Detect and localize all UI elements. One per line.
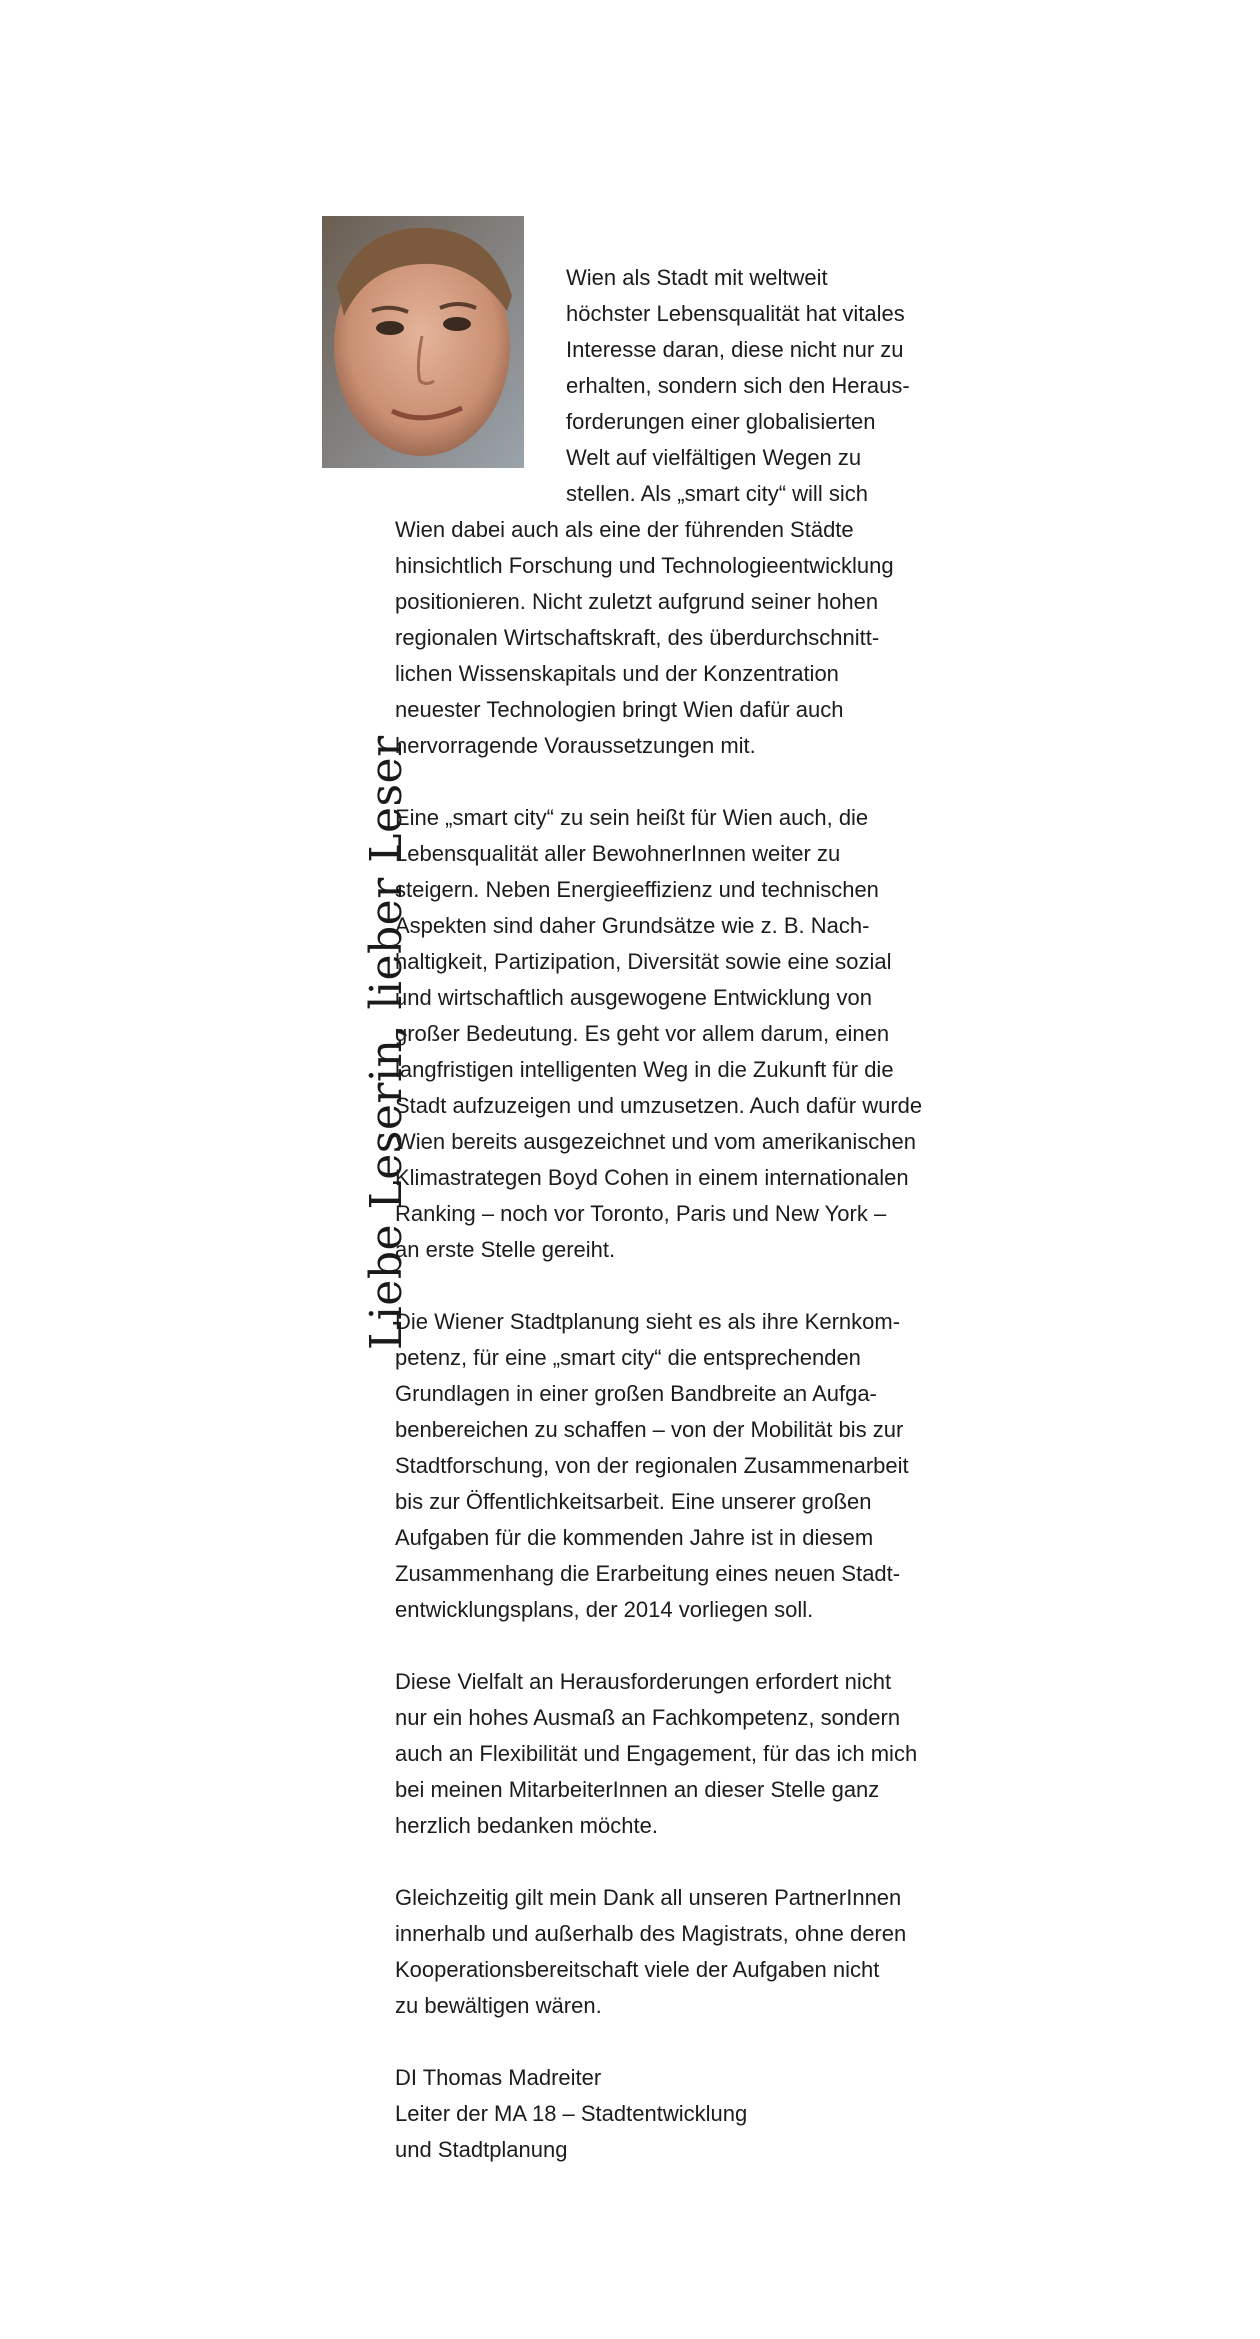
text-line: neuester Technologien bringt Wien dafür auch	[395, 697, 844, 722]
text-line: langfristigen intelligenten Weg in die Zukunft für die	[395, 1057, 894, 1082]
text-line: Lebensqualität aller BewohnerInnen weiter zu	[395, 841, 841, 866]
text-line: positionieren. Nicht zuletzt aufgrund seiner hohen	[395, 589, 879, 614]
paragraph-smart-city	[395, 800, 955, 1268]
text-line: Die Wiener Stadtplanung sieht es als ihre Kernkom-	[395, 1309, 901, 1334]
paragraph-stadtplanung	[395, 1304, 955, 1628]
signature-block	[395, 2060, 955, 2168]
text-line: herzlich bedanken möchte.	[395, 1813, 658, 1838]
text-line: Eine „smart city“ zu sein heißt für Wien auch, die	[395, 805, 869, 830]
paragraph-dank-partner	[395, 1880, 955, 2024]
text-line: erhalten, sondern sich den Heraus-	[566, 373, 910, 398]
signature-role: und Stadtplanung	[395, 2137, 568, 2162]
text-line: forderungen einer globalisierten	[566, 409, 876, 434]
text-line: und wirtschaftlich ausgewogene Entwicklung von	[395, 985, 872, 1010]
text-line: Aspekten sind daher Grundsätze wie z. B. Nach-	[395, 913, 870, 938]
text-line: zu bewältigen wären.	[395, 1993, 602, 2018]
text-line: hinsichtlich Forschung und Technologieentwicklung	[395, 553, 894, 578]
text-line: Stadtforschung, von der regionalen Zusammenarbeit	[395, 1453, 909, 1478]
text-line: Wien als Stadt mit weltweit	[566, 265, 828, 290]
intro-paragraph-wrapped	[566, 260, 946, 512]
signature-role: Leiter der MA 18 – Stadtentwicklung	[395, 2101, 748, 2126]
text-line: stellen. Als „smart city“ will sich	[566, 481, 868, 506]
text-line: benbereichen zu schaffen – von der Mobilität bis zur	[395, 1417, 904, 1442]
text-line: auch an Flexibilität und Engagement, für das ich mich	[395, 1741, 918, 1766]
text-line: Stadt aufzuzeigen und umzusetzen. Auch dafür wurde	[395, 1093, 923, 1118]
text-line: Diese Vielfalt an Herausforderungen erfordert nicht	[395, 1669, 892, 1694]
text-line: Interesse daran, diese nicht nur zu	[566, 337, 904, 362]
text-line: regionalen Wirtschaftskraft, des überdurchschnitt-	[395, 625, 880, 650]
author-portrait	[322, 216, 524, 468]
text-line: Ranking – noch vor Toronto, Paris und New York –	[395, 1201, 887, 1226]
text-line: Grundlagen in einer großen Bandbreite an Aufga-	[395, 1381, 877, 1406]
text-line: Welt auf vielfältigen Wegen zu	[566, 445, 862, 470]
text-line: petenz, für eine „smart city“ die entsprechenden	[395, 1345, 861, 1370]
text-line: bis zur Öffentlichkeitsarbeit. Eine unserer großen	[395, 1489, 872, 1514]
page-title: Liebe Leserin, lieber Leser	[361, 735, 412, 1350]
paragraph-dank-mitarbeiter	[395, 1664, 955, 1844]
text-line: an erste Stelle gereiht.	[395, 1237, 616, 1262]
text-line: nur ein hohes Ausmaß an Fachkompetenz, sondern	[395, 1705, 901, 1730]
text-line: hervorragende Voraussetzungen mit.	[395, 733, 756, 758]
text-line: Wien bereits ausgezeichnet und vom amerikanischen	[395, 1129, 916, 1154]
text-line: Kooperationsbereitschaft viele der Aufgaben nicht	[395, 1957, 880, 1982]
text-line: bei meinen MitarbeiterInnen an dieser Stelle ganz	[395, 1777, 880, 1802]
text-line: innerhalb und außerhalb des Magistrats, ohne deren	[395, 1921, 907, 1946]
text-line: Zusammenhang die Erarbeitung eines neuen Stadt-	[395, 1561, 901, 1586]
text-line: Gleichzeitig gilt mein Dank all unseren PartnerInnen	[395, 1885, 902, 1910]
text-line: haltigkeit, Partizipation, Diversität sowie eine sozial	[395, 949, 892, 974]
portrait-photo-icon	[322, 216, 524, 468]
text-line: entwicklungsplans, der 2014 vorliegen soll.	[395, 1597, 814, 1622]
text-line: höchster Lebensqualität hat vitales	[566, 301, 905, 326]
signature-name: DI Thomas Madreiter	[395, 2065, 602, 2090]
text-line: Aufgaben für die kommenden Jahre ist in diesem	[395, 1525, 874, 1550]
text-line: lichen Wissenskapitals und der Konzentration	[395, 661, 839, 686]
text-line: Wien dabei auch als eine der führenden Städte	[395, 517, 854, 542]
text-line: Klimastrategen Boyd Cohen in einem internationalen	[395, 1165, 909, 1190]
text-line: steigern. Neben Energieeffizienz und technischen	[395, 877, 879, 902]
intro-paragraph-continued	[395, 512, 955, 764]
text-line: großer Bedeutung. Es geht vor allem darum, einen	[395, 1021, 890, 1046]
